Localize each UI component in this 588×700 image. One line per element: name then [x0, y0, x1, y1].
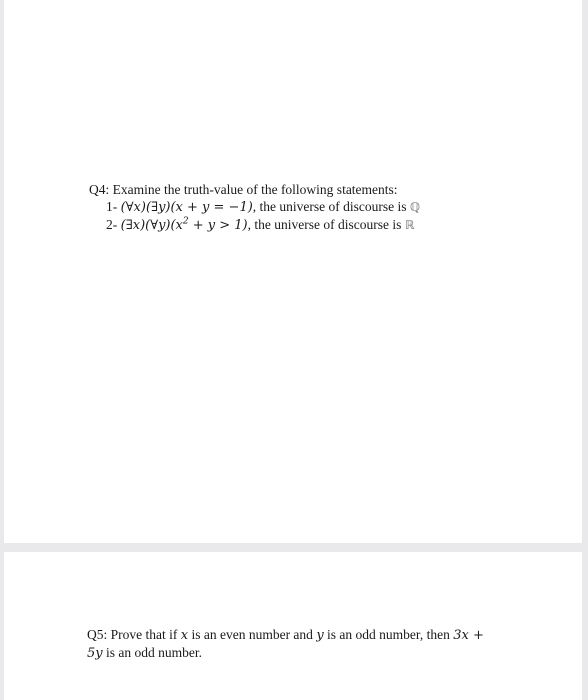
variable-y: y [316, 628, 324, 643]
variable-x: x [180, 628, 189, 643]
statement-list [89, 198, 569, 234]
statement-1-number: 1- [106, 199, 118, 214]
question-5-text-4: is an odd number. [102, 645, 202, 660]
reals-symbol: ℝ [404, 218, 415, 232]
question-4-heading: Q4: Examine the truth-value of the following statements: [89, 182, 398, 197]
question-5-text-2: is an even number and [188, 627, 317, 642]
question-5-text-3: is an odd number, then [323, 627, 454, 642]
question-5 [87, 626, 497, 662]
statement-2-number: 2- [106, 217, 118, 232]
statement-2-exponent: 2 [182, 216, 189, 227]
question-5-label: Q5: [87, 627, 108, 642]
statement-1 [106, 198, 569, 216]
statement-2-formula-part1: (∃x)(∀y)(x [120, 218, 183, 233]
expression-5y: 5y [87, 646, 103, 661]
statement-1-text: , the universe of discourse is [252, 199, 410, 214]
page-2 [4, 552, 582, 700]
question-5-text-1: Prove that if [107, 627, 181, 642]
rationals-symbol: ℚ [409, 200, 421, 214]
statement-2-formula-part2: + y > 1) [188, 218, 248, 233]
expression-3x: 3x + [453, 628, 484, 643]
question-4 [89, 181, 569, 234]
statement-2-formula [121, 218, 248, 233]
page-1 [4, 0, 582, 543]
statement-2 [106, 216, 569, 234]
statement-1-formula: (∀x)(∃y)(x + y = −1) [120, 200, 253, 215]
statement-2-text: , the universe of discourse is [247, 217, 405, 232]
